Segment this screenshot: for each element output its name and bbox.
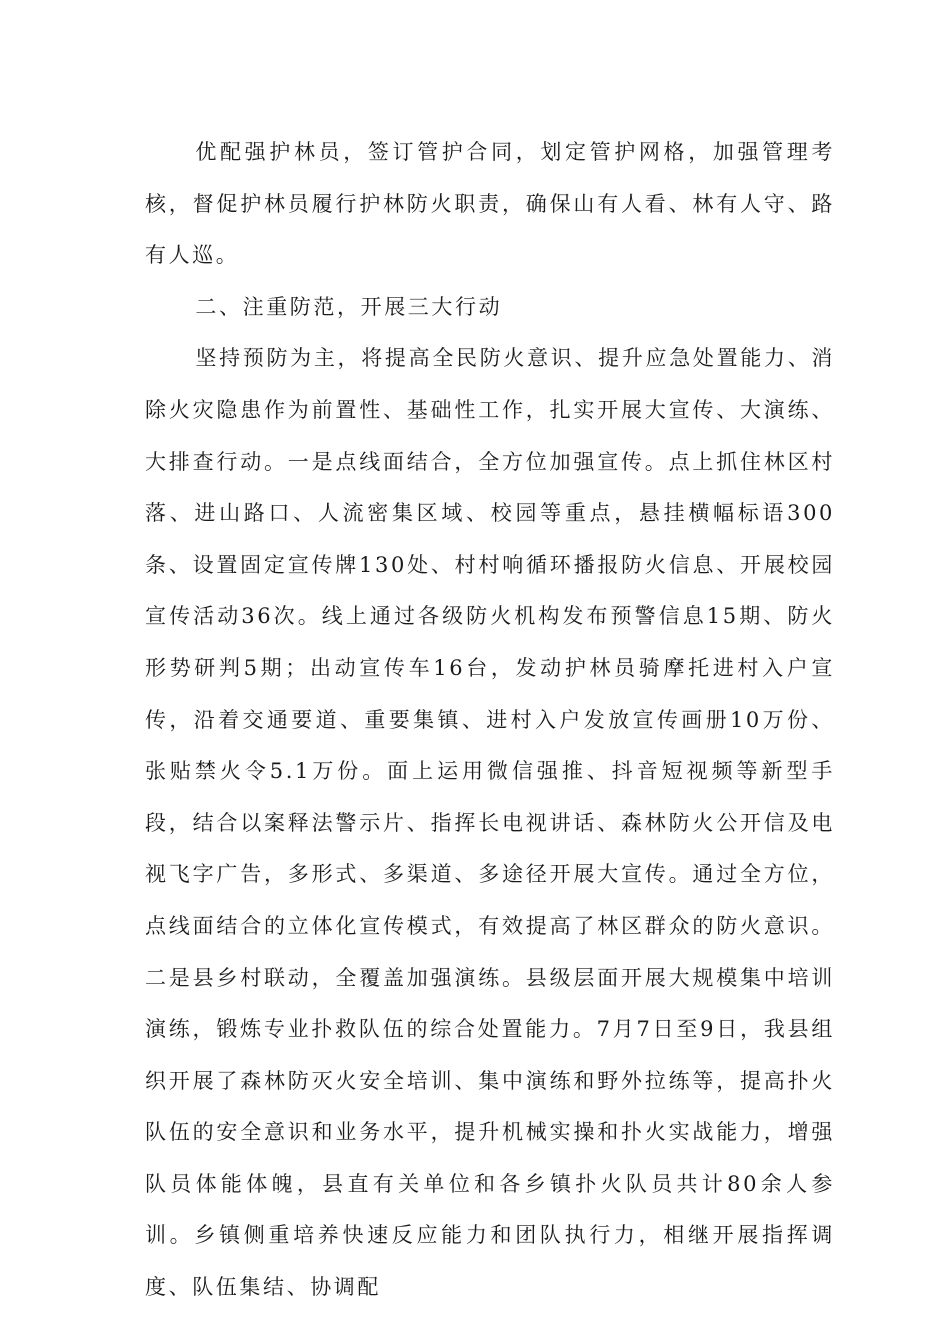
document-body [145,127,835,1314]
paragraph-three-actions: 坚持预防为主，将提高全民防火意识、提升应急处置能力、消除火灾隐患作为前置性、基础性工作，扎实开展大宣传、大演练、大排查行动。一是点线面结合，全方位加强宣传。点上抓住林区村落、进山路口、人流密集区域、校园等重点，悬挂横幅标语300条、设置固定宣传牌130处、村村响循环播报防火信息、开展校园宣传活动36次。线上通过各级防火机构发布预警信息15期、防火形势研判5期；出动宣传车16台，发动护林员骑摩托进村入户宣传，沿着交通要道、重要集镇、进村入户发放宣传画册10万份、张贴禁火令5.1万份。面上运用微信强推、抖音短视频等新型手段，结合以案释法警示片、指挥长电视讲话、森林防火公开信及电视飞字广告，多形式、多渠道、多途径开展大宣传。通过全方位，点线面结合的立体化宣传模式，有效提高了林区群众的防火意识。二是县乡村联动，全覆盖加强演练。县级层面开展大规模集中培训演练，锻炼专业扑救队伍的综合处置能力。7月7日至9日，我县组织开展了森林防灭火安全培训、集中演练和野外拉练等，提高扑火队伍的安全意识和业务水平，提升机械实操和扑火实战能力，增强队员体能体魄，县直有关单位和各乡镇扑火队员共计80余人参训。乡镇侧重培养快速反应能力和团队执行力，相继开展指挥调度、队伍集结、协调配 [145,346,835,1300]
section-heading-prevention: 二、注重防范，开展三大行动 [195,294,503,319]
paragraph-forest-rangers: 优配强护林员，签订管护合同，划定管护网格，加强管理考核，督促护林员履行护林防火职责，确保山有人看、林有人守、路有人巡。 [145,140,835,268]
